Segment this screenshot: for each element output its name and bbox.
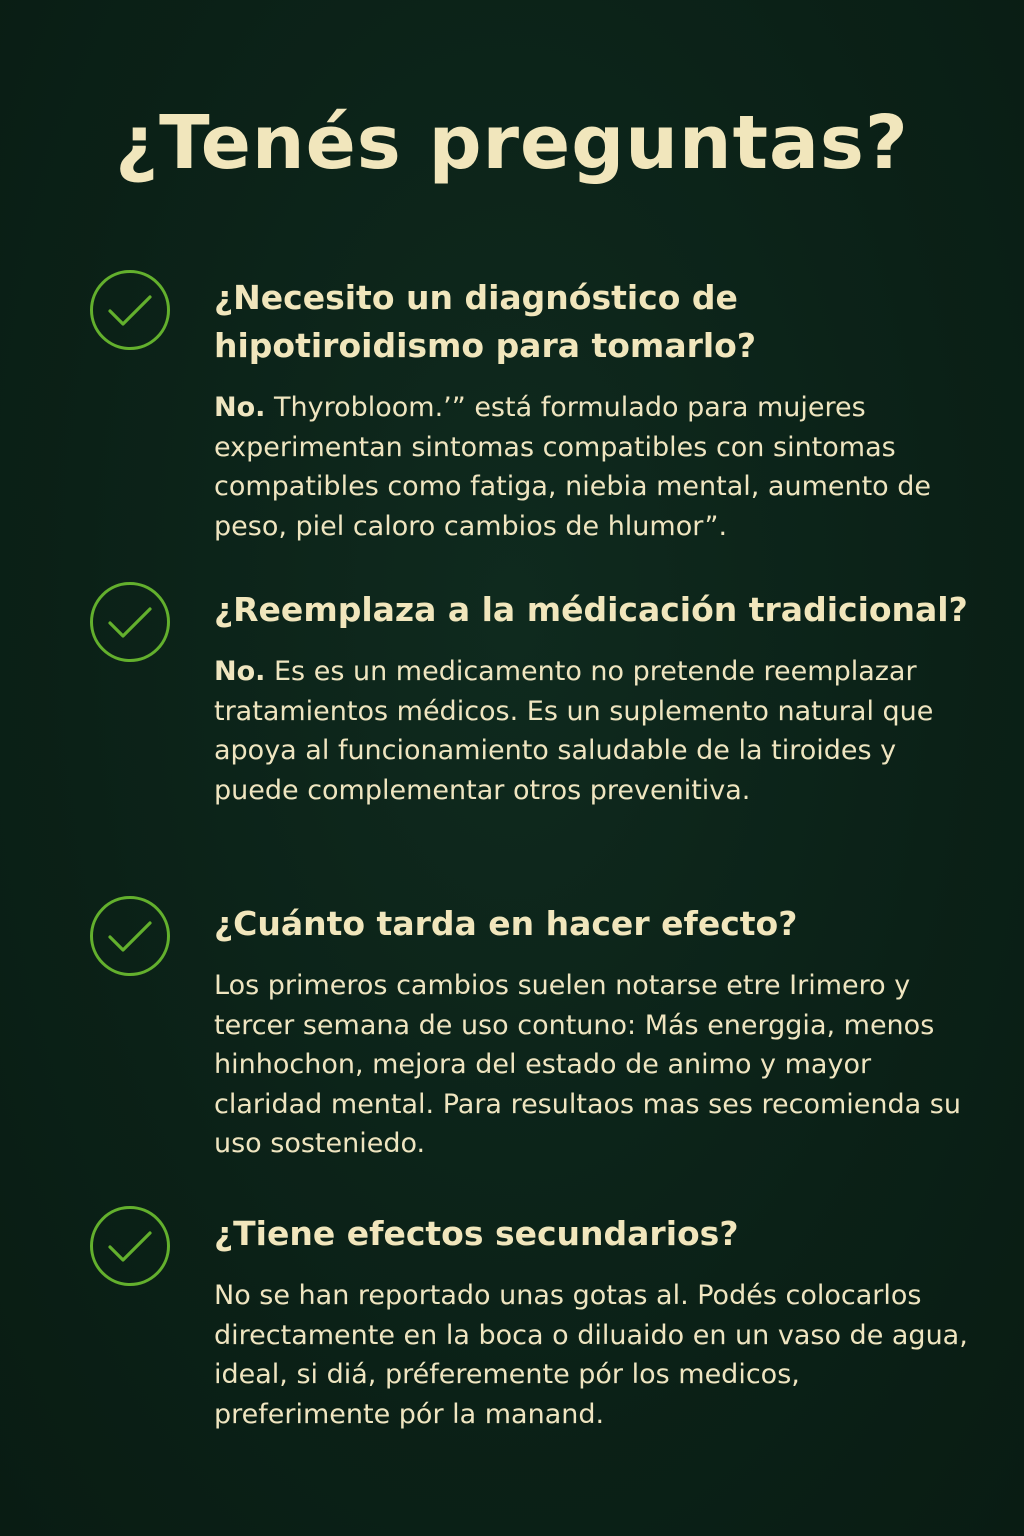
answer-text: Es es un medicamento no pretende reemplazar tratamientos médicos. Es un suplemento natural que apoya al funcionamiento saludable de la tiroides y puede complementar otros prevenitiva. (214, 656, 934, 806)
faq-answer (214, 388, 984, 546)
faq-question: ¿Reemplaza a la médicación tradicional? (214, 590, 968, 629)
check-circle-icon (88, 894, 172, 978)
page-title: ¿Tenés preguntas? (115, 100, 909, 186)
check-circle-icon (88, 580, 172, 664)
check-circle-icon (88, 268, 172, 352)
answer-lead: No. (214, 392, 266, 423)
faq-question: ¿Tiene efectos secundarios? (214, 1214, 739, 1253)
answer-text: Thyrobloom.’” está formulado para mujeres experimentan sintomas compatibles con sintomas compatibles como fatiga, niebia mental, aumento de peso, piel caloro cambios de hlumor”. (214, 392, 932, 542)
faq-question: ¿Cuánto tarda en hacer efecto? (214, 904, 798, 943)
faq-answer (214, 1276, 984, 1434)
faq-answer (214, 966, 984, 1164)
answer-lead: No. (214, 656, 266, 687)
answer-text: No se han reportado unas gotas al. Podés colocarlos directamente en la boca o diluaido en un vaso de agua, ideal, si diá, préferemente pór los medicos, preferimente pór la manand. (214, 1280, 968, 1430)
answer-text: Los primeros cambios suelen notarse etre Irimero y tercer semana de uso contuno: Más energgia, menos hinhochon, mejora del estado de animo y mayor claridad mental. Para resultaos mas ses recomienda su uso sosteniedo. (214, 970, 961, 1159)
check-circle-icon (88, 1204, 172, 1288)
faq-answer (214, 652, 984, 810)
faq-question: ¿Necesito un diagnóstico de hipotiroidismo para tomarlo? (214, 278, 756, 365)
